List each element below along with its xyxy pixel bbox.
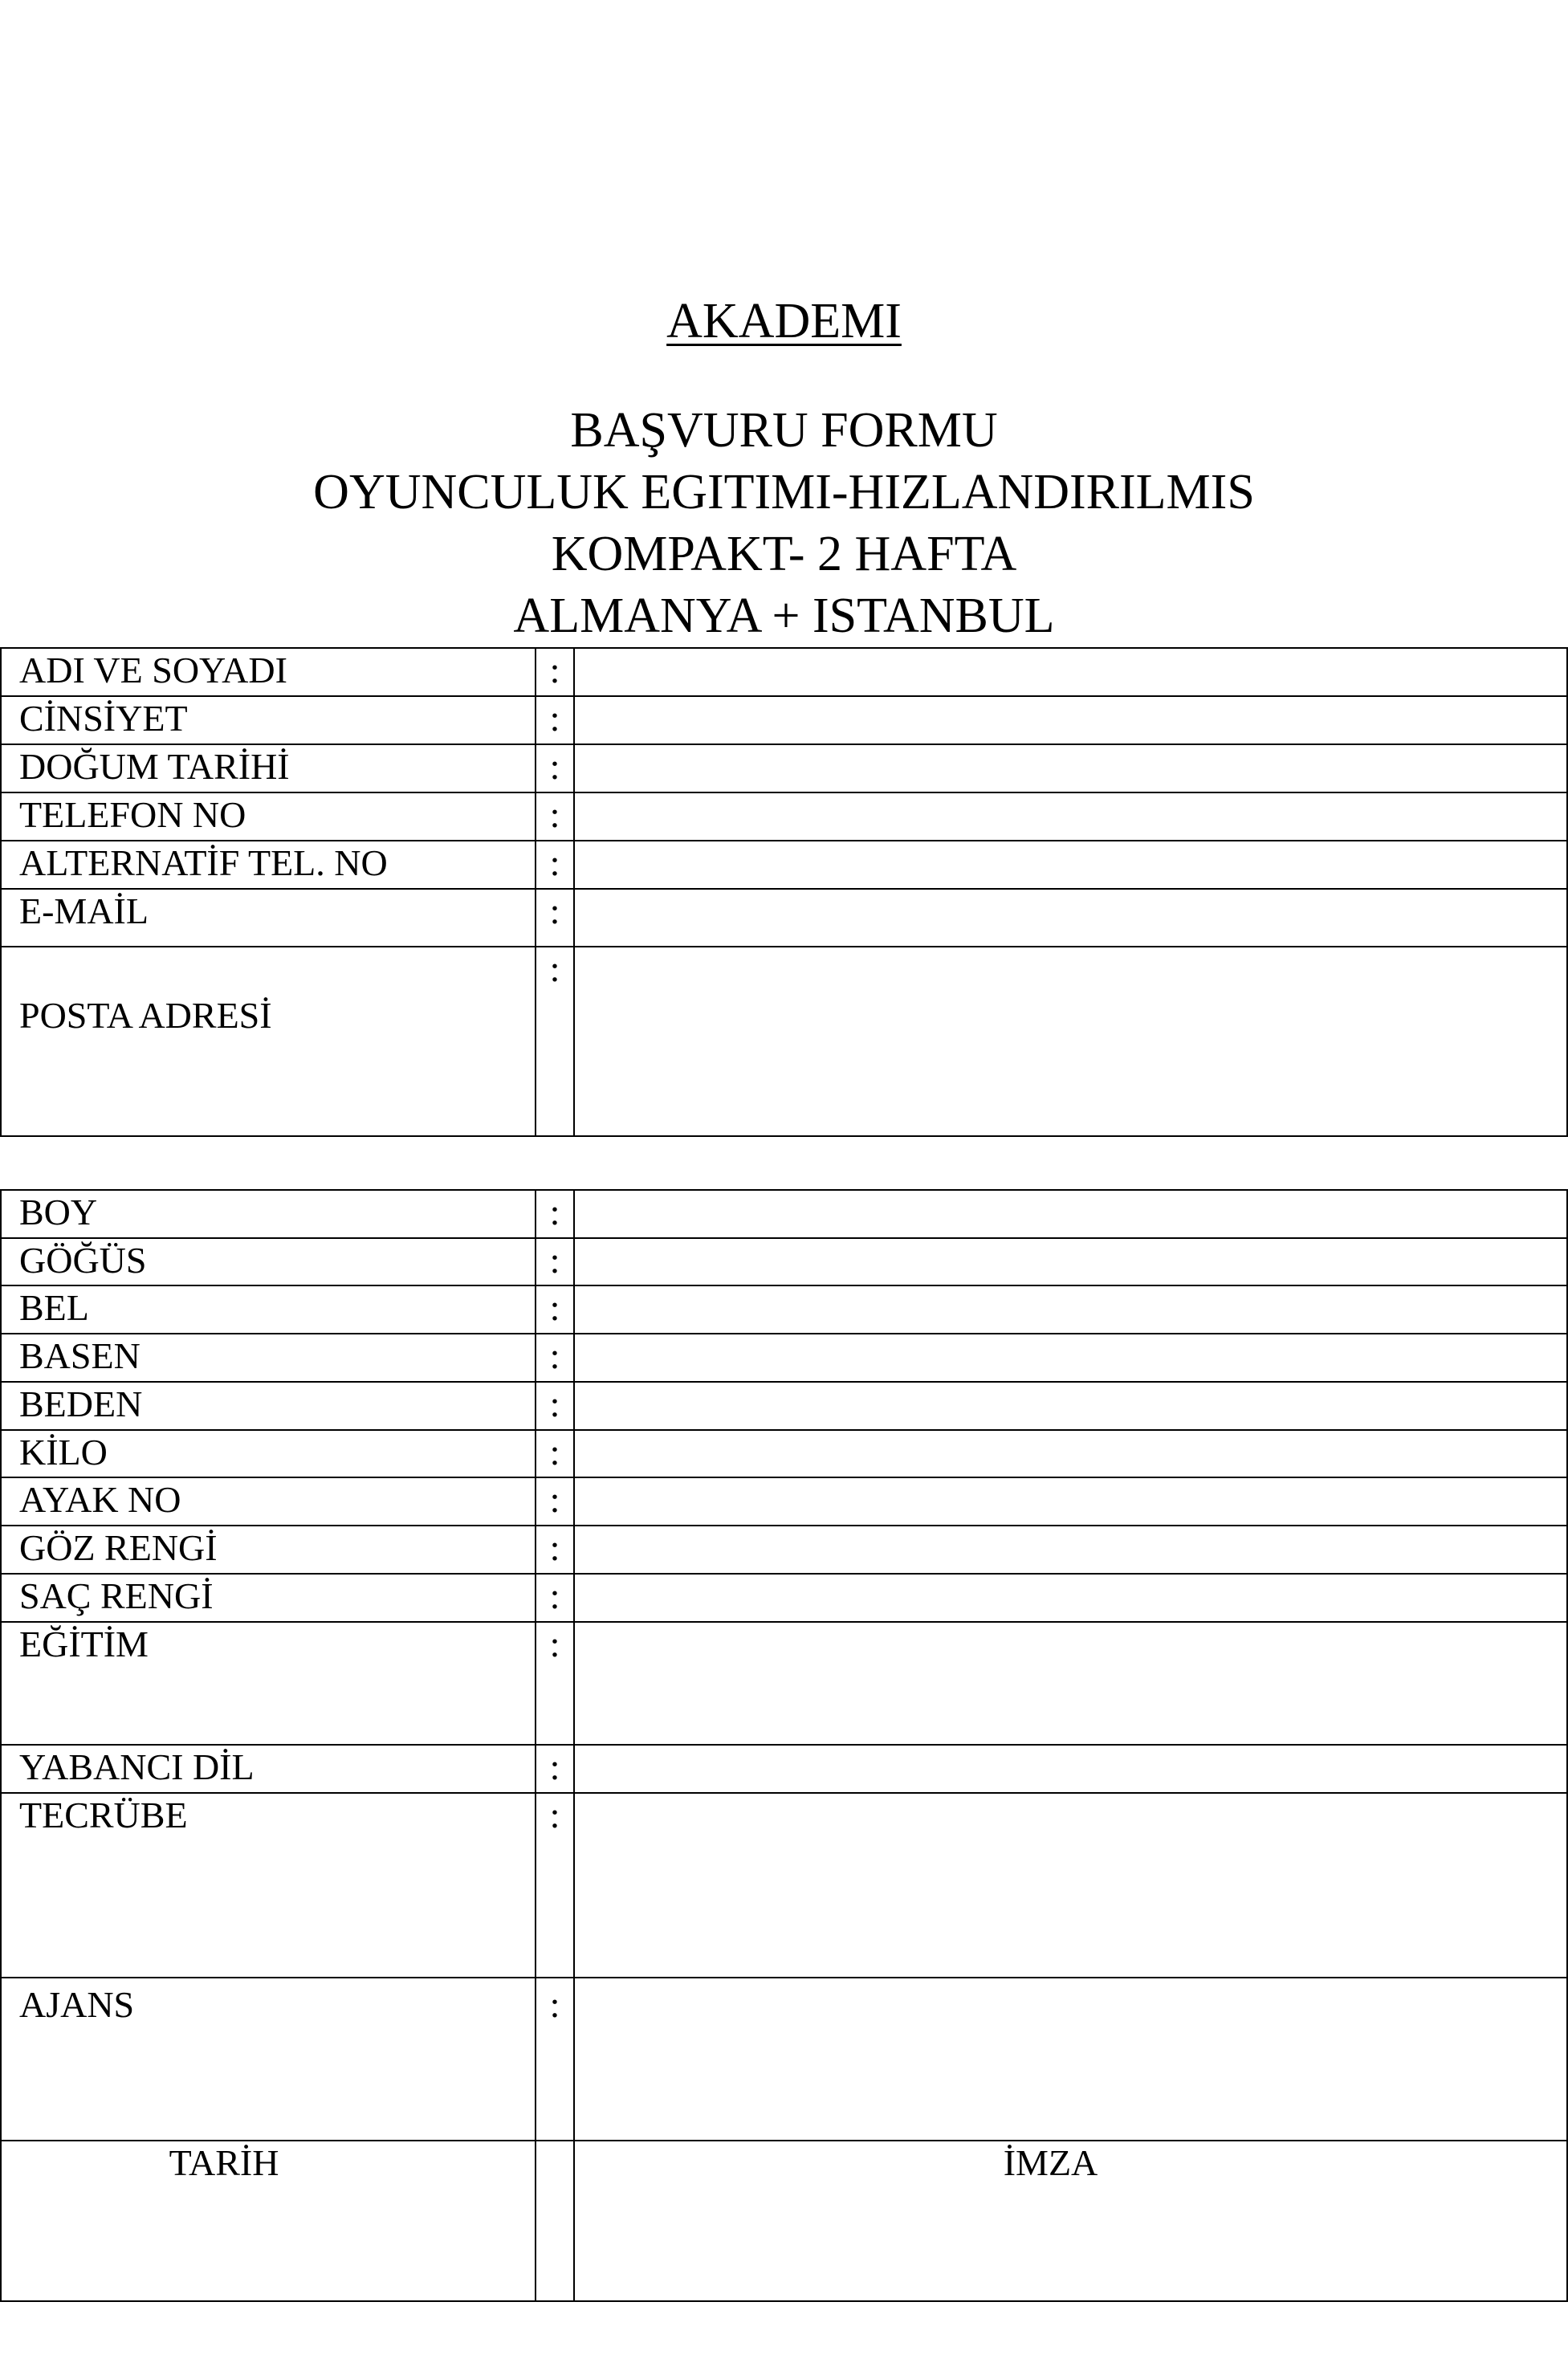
signature-label: İMZA — [574, 2141, 1567, 2301]
field-value-postal-address[interactable] — [574, 947, 1567, 1136]
table-row — [1, 1526, 1567, 1574]
field-separator: : — [536, 792, 574, 841]
table-row — [1, 889, 1567, 947]
field-separator: : — [536, 1382, 574, 1430]
field-separator: : — [536, 1622, 574, 1745]
field-value-education[interactable] — [574, 1622, 1567, 1745]
physical-info-table — [0, 1189, 1568, 2302]
field-value-name[interactable] — [574, 648, 1567, 696]
field-separator: : — [536, 841, 574, 889]
form-heading-line: KOMPAKT- 2 HAFTA — [551, 527, 1017, 581]
field-value-gender[interactable] — [574, 696, 1567, 744]
field-label-hair-color: SAÇ RENGİ — [1, 1574, 536, 1622]
field-separator: : — [536, 1526, 574, 1574]
field-separator: : — [536, 1238, 574, 1285]
field-separator: : — [536, 1430, 574, 1477]
field-label-email: E-MAİL — [1, 889, 536, 947]
field-separator: : — [536, 1793, 574, 1978]
field-label-size: BEDEN — [1, 1382, 536, 1430]
field-label-agency: AJANS — [1, 1978, 536, 2141]
field-label-chest: GÖĞÜS — [1, 1238, 536, 1285]
field-separator — [536, 2141, 574, 2301]
field-label-foreign-language: YABANCI DİL — [1, 1745, 536, 1793]
field-label-education: EĞİTİM — [1, 1622, 536, 1745]
form-heading-line: BAŞVURU FORMU — [570, 403, 998, 458]
field-label-name: ADI VE SOYADI — [1, 648, 536, 696]
field-value-height[interactable] — [574, 1190, 1567, 1238]
field-separator: : — [536, 1334, 574, 1382]
table-row — [1, 947, 1567, 1136]
table-row — [1, 1190, 1567, 1238]
field-separator: : — [536, 744, 574, 792]
table-row — [1, 1334, 1567, 1382]
field-separator: : — [536, 1190, 574, 1238]
field-value-chest[interactable] — [574, 1238, 1567, 1285]
field-value-eye-color[interactable] — [574, 1526, 1567, 1574]
page-title: AKADEMI — [666, 294, 902, 348]
table-row — [1, 1238, 1567, 1285]
field-separator: : — [536, 1477, 574, 1526]
field-value-hips[interactable] — [574, 1334, 1567, 1382]
field-label-gender: CİNSİYET — [1, 696, 536, 744]
field-value-email[interactable] — [574, 889, 1567, 947]
field-separator: : — [536, 1574, 574, 1622]
field-label-phone: TELEFON NO — [1, 792, 536, 841]
field-value-foreign-language[interactable] — [574, 1745, 1567, 1793]
table-row — [1, 1477, 1567, 1526]
field-label-waist: BEL — [1, 1285, 536, 1334]
table-row — [1, 1430, 1567, 1477]
form-heading — [0, 400, 1568, 647]
field-value-birth-date[interactable] — [574, 744, 1567, 792]
field-label-hips: BASEN — [1, 1334, 536, 1382]
table-row — [1, 2141, 1567, 2301]
field-separator: : — [536, 648, 574, 696]
field-value-experience[interactable] — [574, 1793, 1567, 1978]
field-value-agency[interactable] — [574, 1978, 1567, 2141]
form-heading-line: ALMANYA + ISTANBUL — [513, 589, 1055, 643]
field-value-alt-phone[interactable] — [574, 841, 1567, 889]
field-separator: : — [536, 1745, 574, 1793]
table-row — [1, 792, 1567, 841]
field-label-height: BOY — [1, 1190, 536, 1238]
field-label-eye-color: GÖZ RENGİ — [1, 1526, 536, 1574]
field-value-phone[interactable] — [574, 792, 1567, 841]
form-heading-line: OYUNCULUK EGITIMI-HIZLANDIRILMIS — [313, 465, 1255, 519]
field-value-size[interactable] — [574, 1382, 1567, 1430]
table-row — [1, 744, 1567, 792]
field-label-shoe-size: AYAK NO — [1, 1477, 536, 1526]
personal-info-table — [0, 647, 1568, 1137]
field-separator: : — [536, 1978, 574, 2141]
field-separator: : — [536, 1285, 574, 1334]
table-row — [1, 1285, 1567, 1334]
field-label-alt-phone: ALTERNATİF TEL. NO — [1, 841, 536, 889]
date-label: TARİH — [1, 2141, 536, 2301]
field-separator: : — [536, 947, 574, 1136]
table-row — [1, 1978, 1567, 2141]
table-row — [1, 1745, 1567, 1793]
field-value-hair-color[interactable] — [574, 1574, 1567, 1622]
table-row — [1, 696, 1567, 744]
field-value-shoe-size[interactable] — [574, 1477, 1567, 1526]
field-label-experience: TECRÜBE — [1, 1793, 536, 1978]
table-row — [1, 1793, 1567, 1978]
field-value-waist[interactable] — [574, 1285, 1567, 1334]
table-row — [1, 648, 1567, 696]
field-separator: : — [536, 696, 574, 744]
table-row — [1, 1382, 1567, 1430]
field-value-weight[interactable] — [574, 1430, 1567, 1477]
field-label-birth-date: DOĞUM TARİHİ — [1, 744, 536, 792]
table-row — [1, 1574, 1567, 1622]
table-row — [1, 841, 1567, 889]
field-separator: : — [536, 889, 574, 947]
field-label-postal-address: POSTA ADRESİ — [1, 947, 536, 1136]
field-label-weight: KİLO — [1, 1430, 536, 1477]
table-row — [1, 1622, 1567, 1745]
